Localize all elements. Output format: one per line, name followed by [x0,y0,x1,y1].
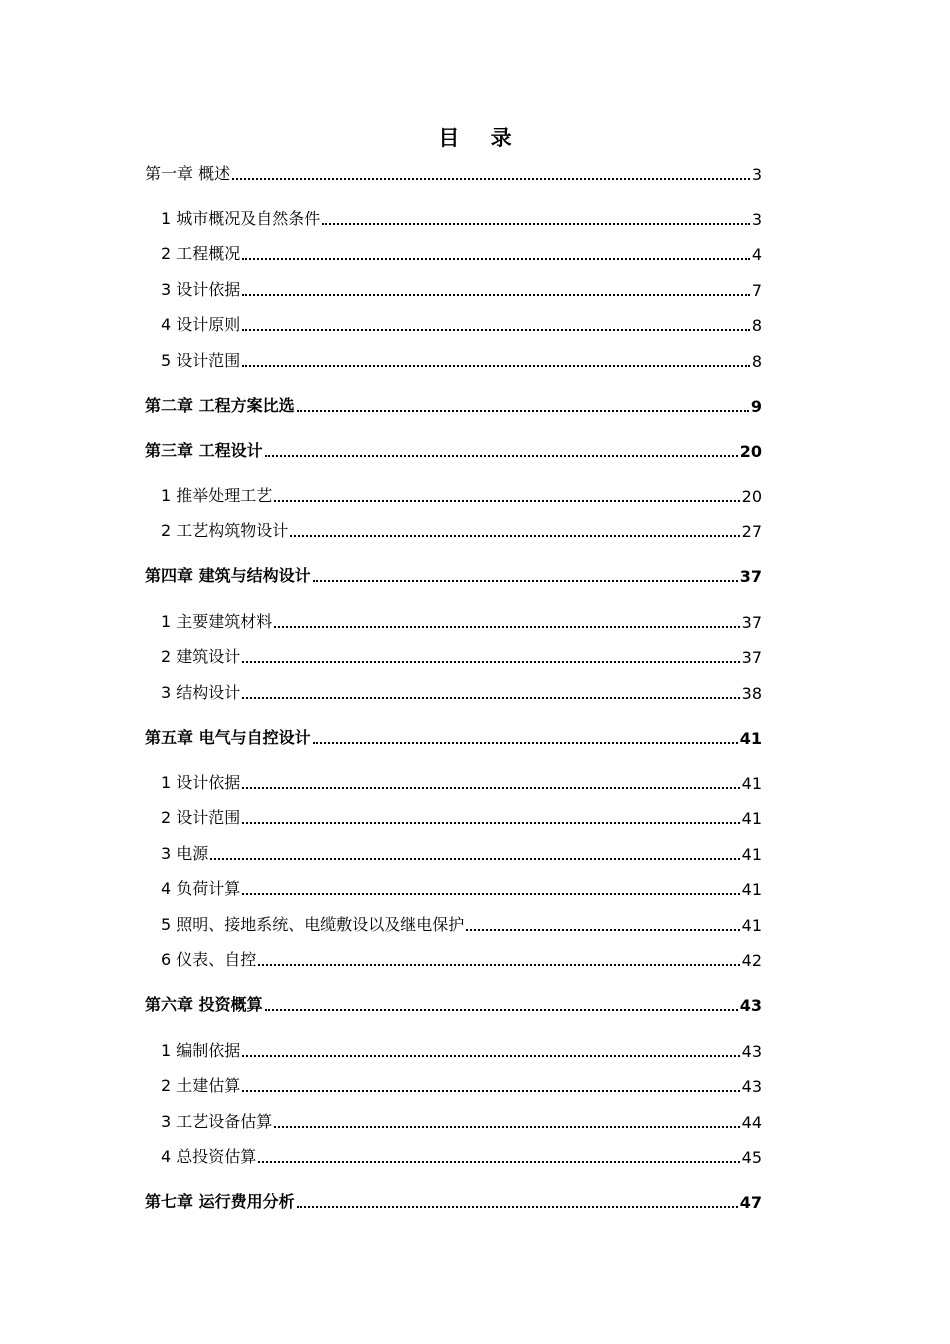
toc-leader-dots [297,410,749,412]
toc-leader-dots [242,893,739,895]
toc-entry-label: 1 主要建筑材料 [161,612,273,631]
toc-section-entry[interactable] [161,905,762,935]
toc-entry-page: 41 [741,880,762,899]
toc-entry-page: 3 [751,165,762,184]
toc-entry-label: 6 仪表、自控 [161,950,257,969]
toc-leader-dots [242,258,750,260]
toc-section-entry[interactable] [161,511,762,541]
toc-entry-label: 2 设计范围 [161,808,241,827]
toc-entry-page: 41 [739,729,762,748]
toc-section-entry[interactable] [161,798,762,828]
toc-entry-label: 5 照明、接地系统、电缆敷设以及继电保护 [161,915,465,934]
toc-entry-page: 4 [751,245,762,264]
toc-section-entry[interactable] [161,940,762,970]
toc-entry-label: 2 土建估算 [161,1076,241,1095]
toc-entry-page: 41 [741,845,762,864]
toc-leader-dots [297,1206,738,1208]
toc-entry-label: 第二章 工程方案比选 [145,396,295,415]
toc-section-entry[interactable] [161,199,762,229]
toc-entry-label: 第七章 运行费用分析 [145,1192,295,1211]
toc-chapter-entry[interactable] [145,985,762,1015]
toc-entry-page: 20 [741,487,762,506]
toc-leader-dots [274,626,739,628]
toc-section-entry[interactable] [161,637,762,667]
toc-section-entry[interactable] [161,763,762,793]
toc-entry-page: 8 [751,352,762,371]
toc-entry-label: 第三章 工程设计 [145,441,263,460]
toc-entry-label: 2 建筑设计 [161,647,241,666]
toc-leader-dots [265,455,738,457]
toc-section-entry[interactable] [161,1137,762,1167]
toc-leader-dots [242,1055,739,1057]
toc-section-entry[interactable] [161,270,762,300]
toc-leader-dots [242,294,750,296]
toc-entry-page: 47 [739,1193,762,1212]
toc-entry-page: 41 [741,774,762,793]
toc-title: 目 录 [438,126,524,150]
toc-entry-page: 3 [751,210,762,229]
toc-section-entry[interactable] [161,1031,762,1061]
toc-entry-page: 45 [741,1148,762,1167]
toc-entry-label: 第六章 投资概算 [145,995,263,1014]
toc-leader-dots [242,787,739,789]
toc-entry-page: 37 [741,648,762,667]
toc-section-entry[interactable] [161,476,762,506]
toc-entry-page: 9 [750,397,762,416]
toc-section-entry[interactable] [161,869,762,899]
toc-section-entry[interactable] [161,305,762,335]
toc-entry-page: 42 [741,951,762,970]
toc-leader-dots [242,661,739,663]
toc-entry-page: 41 [741,916,762,935]
toc-leader-dots [232,178,750,180]
toc-entry-label: 第五章 电气与自控设计 [145,728,311,747]
toc-entry-label: 1 设计依据 [161,773,241,792]
toc-chapter-entry[interactable] [145,431,762,461]
toc-chapter-entry[interactable] [145,1182,762,1212]
toc-entry-label: 第四章 建筑与结构设计 [145,566,311,585]
toc-entry-page: 41 [741,809,762,828]
toc-section-entry[interactable] [161,1066,762,1096]
toc-section-entry[interactable] [161,341,762,371]
toc-leader-dots [242,697,739,699]
toc-entry-page: 20 [739,442,762,461]
toc-section-entry[interactable] [161,834,762,864]
toc-entry-label: 1 城市概况及自然条件 [161,209,321,228]
toc-entry-label: 5 设计范围 [161,351,241,370]
toc-leader-dots [313,742,738,744]
toc-leader-dots [242,365,750,367]
toc-leader-dots [258,964,739,966]
toc-entry-label: 3 结构设计 [161,683,241,702]
toc-entry-page: 37 [739,567,762,586]
toc-leader-dots [290,535,739,537]
toc-section-entry[interactable] [161,602,762,632]
toc-chapter-entry[interactable] [145,154,762,184]
toc-entry-page: 43 [741,1077,762,1096]
toc-entry-label: 第一章 概述 [145,164,231,183]
toc-entry-label: 2 工艺构筑物设计 [161,521,289,540]
toc-leader-dots [258,1161,739,1163]
toc-entry-page: 37 [741,613,762,632]
toc-entry-label: 1 编制依据 [161,1041,241,1060]
toc-section-entry[interactable] [161,673,762,703]
toc-leader-dots [265,1009,738,1011]
toc-section-entry[interactable] [161,1102,762,1132]
toc-entry-page: 8 [751,316,762,335]
toc-leader-dots [242,1090,739,1092]
toc-chapter-entry[interactable] [145,718,762,748]
toc-entry-label: 4 总投资估算 [161,1147,257,1166]
toc-entry-page: 43 [739,996,762,1015]
toc-chapter-entry[interactable] [145,556,762,586]
toc-entry-label: 1 推举处理工艺 [161,486,273,505]
toc-entry-label: 3 电源 [161,844,209,863]
toc-leader-dots [210,858,739,860]
toc-leader-dots [274,500,739,502]
toc-entry-page: 38 [741,684,762,703]
toc-leader-dots [274,1126,739,1128]
toc-leader-dots [313,580,738,582]
toc-entry-page: 43 [741,1042,762,1061]
toc-entry-label: 4 设计原则 [161,315,241,334]
toc-leader-dots [242,329,750,331]
toc-entry-label: 4 负荷计算 [161,879,241,898]
toc-entry-page: 27 [741,522,762,541]
toc-chapter-entry[interactable] [145,386,762,416]
toc-entry-label: 3 设计依据 [161,280,241,299]
toc-entry-label: 3 工艺设备估算 [161,1112,273,1131]
toc-leader-dots [466,929,739,931]
toc-entry-label: 2 工程概况 [161,244,241,263]
toc-section-entry[interactable] [161,234,762,264]
toc-leader-dots [242,822,739,824]
toc-entry-page: 44 [741,1113,762,1132]
toc-entry-page: 7 [751,281,762,300]
toc-leader-dots [322,223,750,225]
